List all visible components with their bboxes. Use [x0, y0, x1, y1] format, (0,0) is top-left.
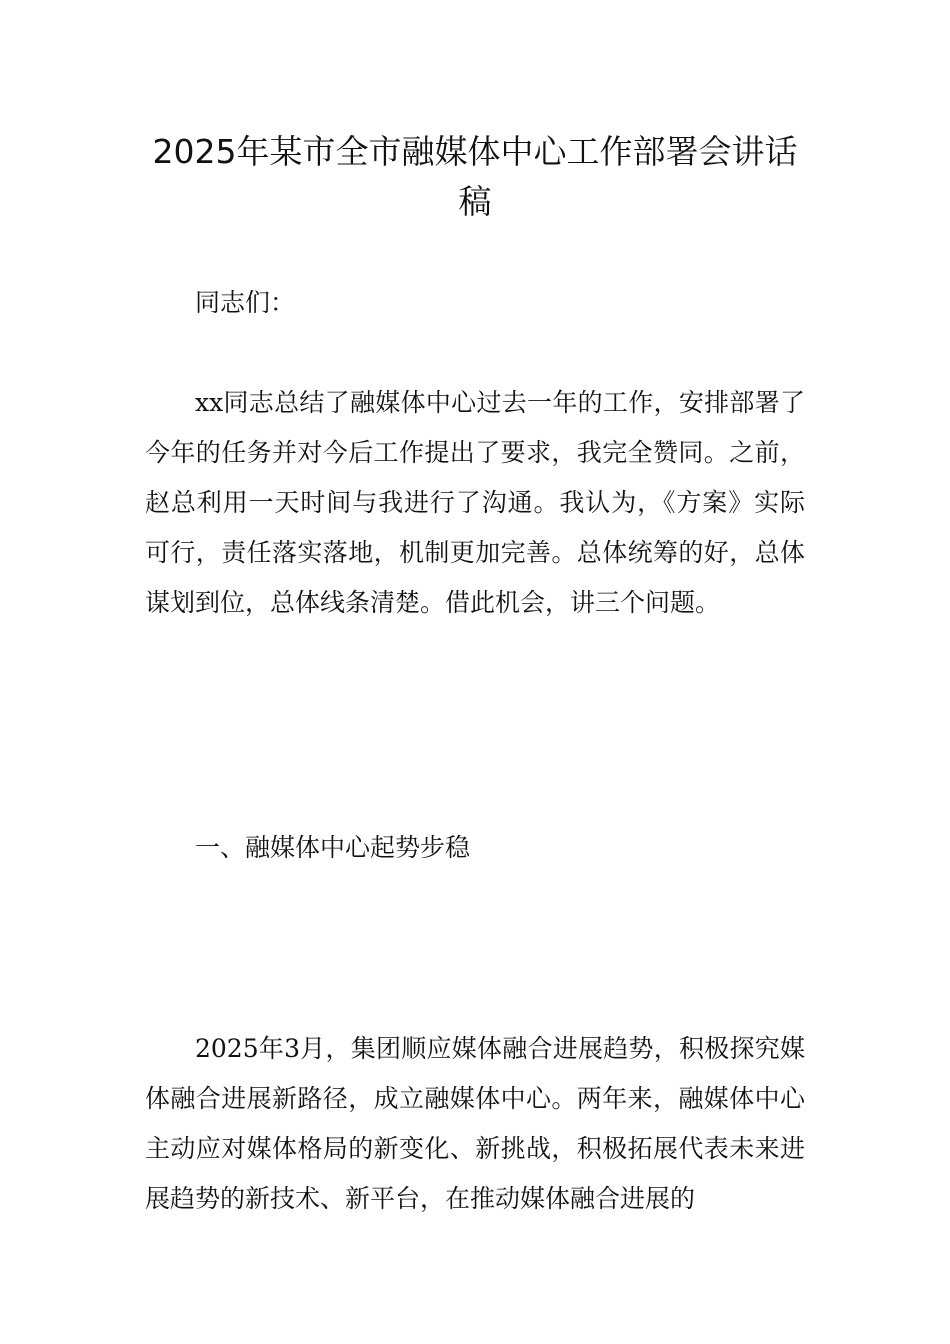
salutation: 同志们：: [195, 288, 296, 317]
section-paragraph: 2025年3月，集团顺应媒体融合进展趋势，积极探究媒体融合进展新路径，成立融媒体中心。两年来，融媒体中心主动应对媒体格局的新变化、新挑战，积极拓展代表未来进展趋势的新技术、新平台，在推动媒体融合进展的: [145, 1034, 805, 1213]
section-heading: 一、融媒体中心起势步稳: [195, 833, 471, 862]
document-title: 2025年某市全市融媒体中心工作部署会讲话稿: [152, 132, 798, 221]
body-paragraph: xx同志总结了融媒体中心过去一年的工作，安排部署了今年的任务并对今后工作提出了要求，我完全赞同。之前，赵总利用一天时间与我进行了沟通。我认为，《方案》实际可行，责任落实落地，机制更加完善。总体统筹的好，总体谋划到位，总体线条清楚。借此机会，讲三个问题。: [145, 388, 805, 617]
